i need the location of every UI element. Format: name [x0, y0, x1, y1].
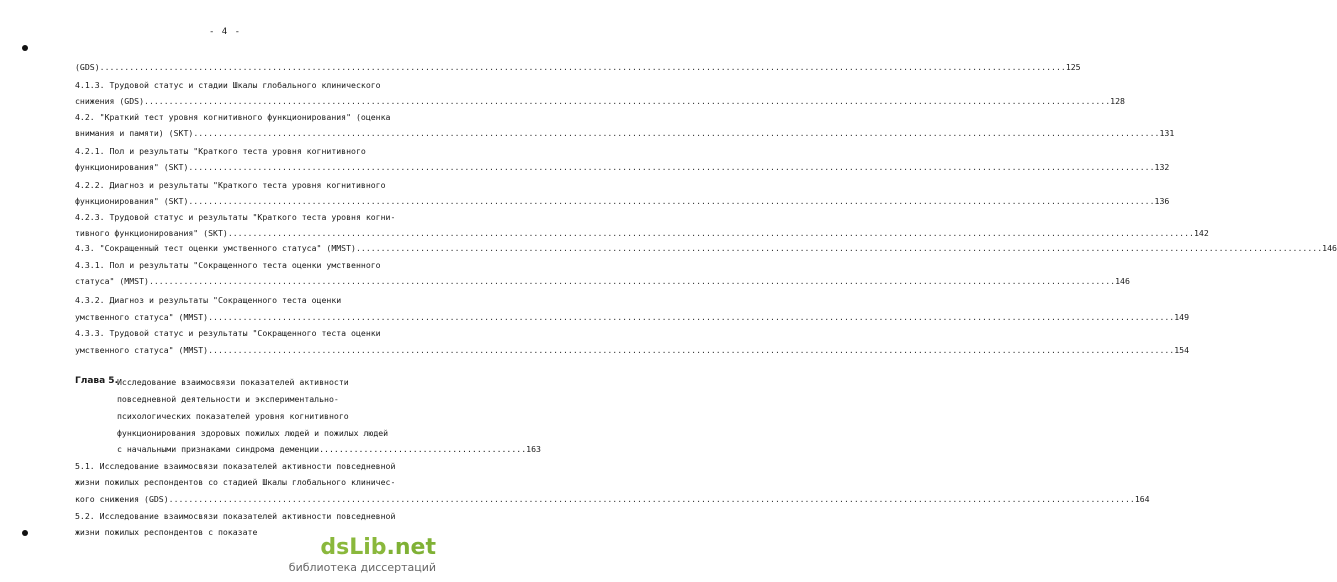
toc-line [75, 112, 410, 123]
toc-line-text: 4.1.3. Трудовой статус и стадии Шкалы глобального клинического [75, 80, 381, 90]
section-line-text: 5.2. Исследование взаимосвязи показателей активности повседневной [75, 511, 396, 521]
toc-line [75, 62, 1081, 73]
toc-line-text: внимания и памяти) (SKT) [75, 128, 194, 138]
dot-leader: .......................................... [319, 444, 527, 454]
section-line [75, 494, 1150, 505]
dot-leader [356, 243, 1322, 254]
toc-line [75, 312, 1190, 323]
toc-line-text: 4.3. "Сокращенный тест оценки умственного статуса" (MMST) [75, 243, 356, 253]
chapter-title-text: Исследование взаимосвязи показателей активности [117, 377, 349, 387]
toc-line [75, 228, 1209, 239]
toc-line [75, 96, 1125, 107]
dot-leader [169, 494, 1135, 505]
toc-line [75, 295, 410, 306]
toc-line-text: (GDS) [75, 62, 100, 72]
toc-line-page: 128 [1110, 96, 1125, 106]
dot-leader [188, 196, 1154, 207]
chapter-title-text: с начальными признаками синдрома деменции [117, 444, 320, 454]
section-line [75, 477, 410, 488]
toc-line-page: 131 [1159, 128, 1175, 138]
toc-line-text: снижения (GDS) [75, 96, 145, 106]
page-number: - 4 - [208, 27, 242, 37]
toc-line-text: умственного статуса" (MMST) [75, 345, 209, 355]
chapter-title-line [117, 377, 410, 388]
chapter-label: Глава 5. [75, 376, 118, 386]
toc-line [75, 328, 410, 339]
toc-line-text: функционирования" (SKT) [75, 162, 189, 172]
toc-line-page: 146 [1115, 276, 1130, 286]
watermark-tld: .net [386, 535, 436, 560]
toc-line-text: тивного функционирования" (SKT) [75, 228, 228, 238]
toc-line-text: умственного статуса" (MMST) [75, 312, 209, 322]
toc-line [75, 212, 410, 223]
dot-leader [228, 228, 1194, 239]
toc-line-page: 132 [1154, 162, 1170, 172]
section-line [75, 461, 410, 472]
toc-line [75, 162, 1170, 173]
dot-leader [208, 345, 1174, 356]
toc-line-page: 136 [1154, 196, 1170, 206]
toc-line-page: 149 [1174, 312, 1190, 322]
toc-line-page: 125 [1065, 62, 1081, 72]
toc-line-text: функционирования" (SKT) [75, 196, 189, 206]
toc-line [75, 196, 1170, 207]
section-line-text: жизни пожилых респондентов с показате [75, 527, 258, 537]
watermark-subtitle: библиотека диссертаций [288, 561, 436, 574]
toc-line [75, 243, 1337, 254]
toc-line-text: 4.2.2. Диагноз и результаты "Краткого теста уровня когнитивного [75, 180, 386, 190]
toc-line [75, 276, 1130, 287]
section-line-text: жизни пожилых респондентов со стадией Шкалы глобального клиничес- [75, 477, 396, 487]
section-line-text: 5.1. Исследование взаимосвязи показателей активности повседневной [75, 461, 396, 471]
toc-line-page: 142 [1193, 228, 1209, 238]
section-line-page: 164 [1134, 494, 1150, 504]
toc-line-text: статуса" (MMST) [75, 276, 149, 286]
dot-leader [100, 62, 1066, 73]
toc-line [75, 146, 410, 157]
toc-line [75, 345, 1190, 356]
toc-line-text: 4.2.3. Трудовой статус и результаты "Краткого теста уровня когни- [75, 212, 396, 222]
toc-line [75, 260, 410, 271]
binder-hole-bottom [22, 530, 28, 536]
chapter-title-line [117, 411, 410, 422]
chapter-title-text: психологических показателей уровня когнитивного [117, 411, 349, 421]
chapter-title-text: повседневной деятельности и экспериментально- [117, 394, 339, 404]
dot-leader [188, 162, 1154, 173]
section-line [75, 511, 410, 522]
chapter-title-text: функционирования здоровых пожилых людей и пожилых людей [117, 428, 389, 438]
chapter-title-line [117, 428, 410, 439]
dot-leader [193, 128, 1159, 139]
chapter-title-line [117, 444, 541, 455]
chapter-title-line [117, 394, 410, 405]
dot-leader [144, 96, 1110, 107]
dot-leader [208, 312, 1174, 323]
toc-line-page: 146 [1322, 243, 1337, 253]
toc-line [75, 180, 410, 191]
toc-line-text: 4.3.3. Трудовой статус и результаты "Сокращенного теста оценки [75, 328, 381, 338]
watermark-brand: dsLib [320, 535, 387, 560]
toc-line [75, 80, 410, 91]
toc-line-text: 4.3.1. Пол и результаты "Сокращенного теста оценки умственного [75, 260, 381, 270]
toc-line-text: 4.2.1. Пол и результаты "Краткого теста уровня когнитивного [75, 146, 366, 156]
toc-line-text: 4.3.2. Диагноз и результаты "Сокращенного теста оценки [75, 295, 342, 305]
toc-line [75, 128, 1175, 139]
watermark-logo [289, 537, 436, 574]
section-line-text: кого снижения (GDS) [75, 494, 169, 504]
chapter-page: 163 [526, 444, 541, 454]
toc-line-text: 4.2. "Краткий тест уровня когнитивного функционирования" (оценка [75, 112, 391, 122]
dot-leader [149, 276, 1115, 287]
binder-hole-top [22, 45, 28, 51]
toc-line-page: 154 [1174, 345, 1190, 355]
